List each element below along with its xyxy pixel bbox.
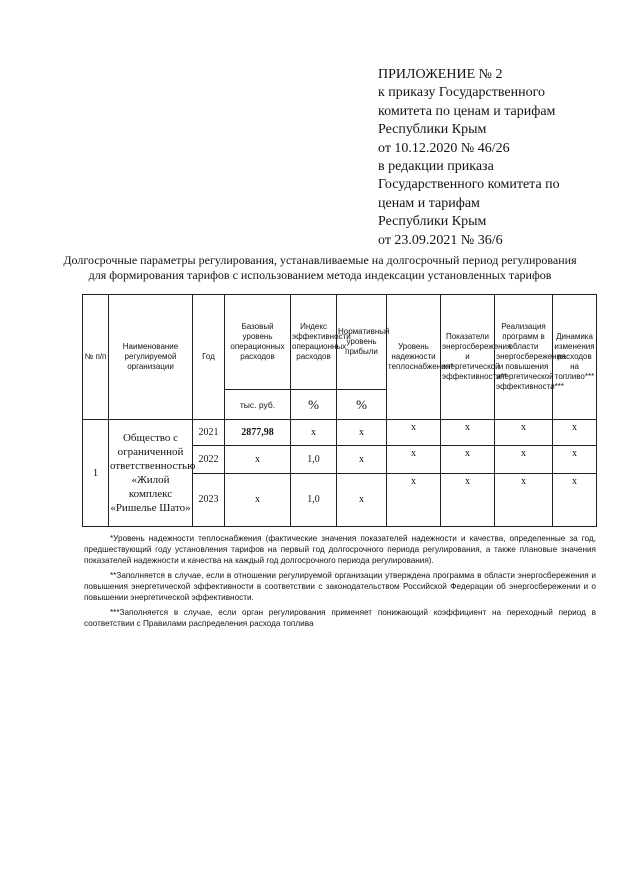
cell-year: 2022 xyxy=(193,446,225,474)
header-fuel: Динамика изменения расходов на топливо*** xyxy=(553,295,597,420)
cell-program: x xyxy=(495,446,553,474)
cell-year: 2023 xyxy=(193,474,225,527)
header-energy-saving: Показатели энергосбережения и энергетической эффективности** xyxy=(441,295,495,420)
unit-base-costs: тыс. руб. xyxy=(225,390,291,420)
document-title: Долгосрочные параметры регулирования, устанавливаемые на долгосрочный период регулирования для формирования тарифов с использованием метода индексации установленных тарифов xyxy=(63,253,577,282)
cell-index: 1,0 xyxy=(291,474,337,527)
approval-block xyxy=(378,66,618,250)
cell-energy: x xyxy=(441,474,495,527)
table-header-row xyxy=(83,295,597,390)
approval-line: от 10.12.2020 № 46/26 xyxy=(378,140,510,156)
parameters-table xyxy=(82,294,597,527)
footnote: **Заполняется в случае, если в отношении регулируемой организации утверждена программа в области энергосбережения и повышения энергетической эффективности в соответствии с законодательством Российской Федерации об энергосбережении и о повышении энергетической эффективности. xyxy=(84,571,596,602)
header-year: Год xyxy=(193,295,225,420)
cell-index: 1,0 xyxy=(291,446,337,474)
cell-energy: x xyxy=(441,446,495,474)
table-row xyxy=(83,420,597,446)
header-num: № п/п xyxy=(83,295,109,420)
header-program: Реализация программ в области энергосбережения и повышения энергетической эффективности*** xyxy=(495,295,553,420)
cell-base: 2877,98 xyxy=(225,420,291,446)
cell-reliability: x xyxy=(387,446,441,474)
header-org: Наименование регулируемой организации xyxy=(109,295,193,420)
cell-fuel: x xyxy=(553,446,597,474)
cell-profit: x xyxy=(337,474,387,527)
unit-efficiency-index: % xyxy=(291,390,337,420)
cell-year: 2021 xyxy=(193,420,225,446)
approval-line: Республики Крым xyxy=(378,122,487,138)
cell-program: x xyxy=(495,420,553,446)
header-reliability: Уровень надежности теплоснабжения* xyxy=(387,295,441,420)
approval-line: ПРИЛОЖЕНИЕ № 2 xyxy=(378,67,503,82)
header-profit: Нормативный уровень прибыли xyxy=(337,295,387,390)
cell-reliability: x xyxy=(387,474,441,527)
cell-profit: x xyxy=(337,420,387,446)
cell-profit: x xyxy=(337,446,387,474)
footnote: ***Заполняется в случае, если орган регулирования применяет понижающий коэффициент на переходный период в соответствии с Правилами распределения расхода топлива xyxy=(84,608,596,628)
unit-profit: % xyxy=(337,390,387,420)
approval-line: комитета по ценам и тарифам xyxy=(378,103,556,119)
cell-program: x xyxy=(495,474,553,527)
cell-fuel: x xyxy=(553,420,597,446)
cell-reliability: x xyxy=(387,420,441,446)
approval-line: от 23.09.2021 № 36/6 xyxy=(378,232,503,248)
approval-line: в редакции приказа xyxy=(378,159,494,175)
header-efficiency-index: Индекс эффективности операционных расходов xyxy=(291,295,337,390)
cell-base: x xyxy=(225,474,291,527)
cell-energy: x xyxy=(441,420,495,446)
footnote: *Уровень надежности теплоснабжения (фактические значения показателей надежности и качества, определенные за год, предшествующий году установления тарифов на первый год долгосрочного периода регулирования, а также плановые значения показателей надежности и качества на каждый год долгосрочного периода регулирования). xyxy=(84,534,596,565)
header-base-costs: Базовый уровень операционных расходов xyxy=(225,295,291,390)
cell-fuel: x xyxy=(553,474,597,527)
approval-line: к приказу Государственного xyxy=(378,85,545,101)
organization-name: Общество с ограниченной ответственностью «Жилой комплекс «Ришелье Шато» xyxy=(109,420,193,527)
approval-line: Государственного комитета по xyxy=(378,177,560,193)
cell-base: x xyxy=(225,446,291,474)
row-number: 1 xyxy=(83,420,109,527)
footnotes xyxy=(84,533,596,633)
cell-index: x xyxy=(291,420,337,446)
approval-line: ценам и тарифам xyxy=(378,195,480,211)
approval-line: Республики Крым xyxy=(378,214,487,230)
